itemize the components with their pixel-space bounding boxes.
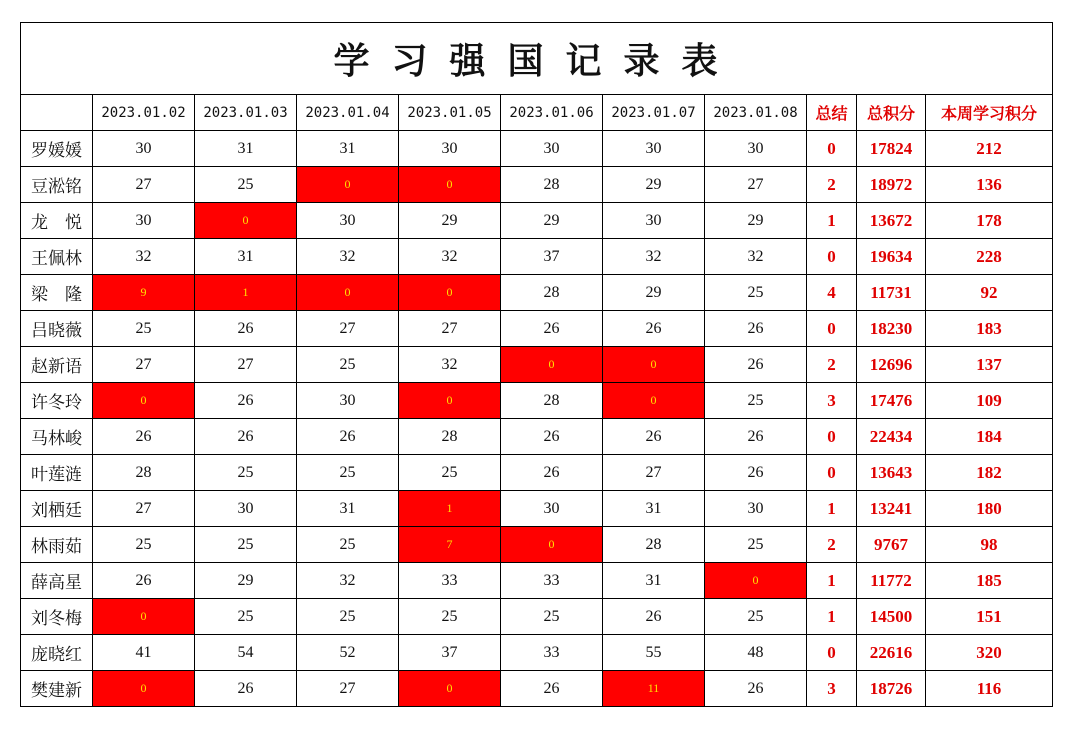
score-cell: 33 bbox=[399, 563, 501, 599]
flagged-score-cell: 0 bbox=[93, 671, 195, 707]
header-name-cell bbox=[21, 95, 93, 131]
score-cell: 27 bbox=[297, 671, 399, 707]
score-cell: 32 bbox=[399, 239, 501, 275]
score-cell: 30 bbox=[603, 131, 705, 167]
weekly-cell: 228 bbox=[926, 239, 1053, 275]
flagged-score-cell: 0 bbox=[195, 203, 297, 239]
table-row bbox=[21, 383, 1053, 419]
score-cell: 31 bbox=[195, 131, 297, 167]
flagged-score-cell: 0 bbox=[297, 275, 399, 311]
summary-cell: 0 bbox=[807, 239, 857, 275]
score-cell: 25 bbox=[501, 599, 603, 635]
header-date: 2023.01.03 bbox=[195, 95, 297, 131]
score-cell: 31 bbox=[297, 491, 399, 527]
total-cell: 11731 bbox=[857, 275, 926, 311]
name-cell: 樊建新 bbox=[21, 671, 93, 707]
table-row bbox=[21, 671, 1053, 707]
weekly-cell: 178 bbox=[926, 203, 1053, 239]
table-row bbox=[21, 527, 1053, 563]
score-cell: 27 bbox=[399, 311, 501, 347]
total-cell: 22616 bbox=[857, 635, 926, 671]
name-cell: 马林峻 bbox=[21, 419, 93, 455]
score-cell: 37 bbox=[501, 239, 603, 275]
name-cell: 林雨茹 bbox=[21, 527, 93, 563]
total-cell: 18726 bbox=[857, 671, 926, 707]
flagged-score-cell: 0 bbox=[399, 167, 501, 203]
summary-cell: 1 bbox=[807, 491, 857, 527]
total-cell: 17824 bbox=[857, 131, 926, 167]
table-row bbox=[21, 455, 1053, 491]
weekly-cell: 151 bbox=[926, 599, 1053, 635]
score-cell: 25 bbox=[297, 455, 399, 491]
summary-cell: 0 bbox=[807, 131, 857, 167]
score-cell: 26 bbox=[93, 419, 195, 455]
table-row bbox=[21, 635, 1053, 671]
score-cell: 26 bbox=[501, 671, 603, 707]
table-row bbox=[21, 203, 1053, 239]
header-date: 2023.01.04 bbox=[297, 95, 399, 131]
name-cell: 王佩林 bbox=[21, 239, 93, 275]
total-cell: 18230 bbox=[857, 311, 926, 347]
score-cell: 32 bbox=[705, 239, 807, 275]
flagged-score-cell: 0 bbox=[603, 347, 705, 383]
score-cell: 30 bbox=[195, 491, 297, 527]
score-cell: 26 bbox=[297, 419, 399, 455]
summary-cell: 2 bbox=[807, 527, 857, 563]
total-cell: 19634 bbox=[857, 239, 926, 275]
score-cell: 27 bbox=[93, 167, 195, 203]
score-cell: 27 bbox=[705, 167, 807, 203]
total-cell: 11772 bbox=[857, 563, 926, 599]
score-cell: 26 bbox=[501, 455, 603, 491]
table-row bbox=[21, 131, 1053, 167]
score-cell: 25 bbox=[195, 167, 297, 203]
weekly-cell: 116 bbox=[926, 671, 1053, 707]
score-cell: 32 bbox=[93, 239, 195, 275]
weekly-cell: 136 bbox=[926, 167, 1053, 203]
score-cell: 30 bbox=[93, 131, 195, 167]
flagged-score-cell: 0 bbox=[705, 563, 807, 599]
total-cell: 22434 bbox=[857, 419, 926, 455]
score-cell: 32 bbox=[297, 239, 399, 275]
score-cell: 26 bbox=[195, 383, 297, 419]
score-cell: 26 bbox=[603, 599, 705, 635]
flagged-score-cell: 0 bbox=[501, 527, 603, 563]
score-cell: 31 bbox=[603, 563, 705, 599]
total-cell: 13672 bbox=[857, 203, 926, 239]
score-cell: 31 bbox=[297, 131, 399, 167]
weekly-cell: 182 bbox=[926, 455, 1053, 491]
score-cell: 25 bbox=[195, 527, 297, 563]
score-cell: 26 bbox=[705, 671, 807, 707]
score-cell: 29 bbox=[603, 167, 705, 203]
flagged-score-cell: 0 bbox=[399, 671, 501, 707]
score-cell: 26 bbox=[705, 347, 807, 383]
score-cell: 25 bbox=[705, 527, 807, 563]
score-cell: 30 bbox=[603, 203, 705, 239]
summary-cell: 3 bbox=[807, 383, 857, 419]
summary-cell: 2 bbox=[807, 347, 857, 383]
score-cell: 52 bbox=[297, 635, 399, 671]
score-cell: 54 bbox=[195, 635, 297, 671]
score-cell: 28 bbox=[603, 527, 705, 563]
summary-cell: 0 bbox=[807, 455, 857, 491]
score-cell: 32 bbox=[603, 239, 705, 275]
header-date: 2023.01.05 bbox=[399, 95, 501, 131]
score-cell: 30 bbox=[399, 131, 501, 167]
score-cell: 27 bbox=[603, 455, 705, 491]
weekly-cell: 109 bbox=[926, 383, 1053, 419]
score-cell: 28 bbox=[501, 275, 603, 311]
flagged-score-cell: 7 bbox=[399, 527, 501, 563]
score-cell: 29 bbox=[399, 203, 501, 239]
score-cell: 28 bbox=[501, 383, 603, 419]
score-cell: 31 bbox=[603, 491, 705, 527]
summary-cell: 4 bbox=[807, 275, 857, 311]
score-cell: 25 bbox=[705, 383, 807, 419]
score-cell: 41 bbox=[93, 635, 195, 671]
score-cell: 30 bbox=[297, 203, 399, 239]
weekly-cell: 212 bbox=[926, 131, 1053, 167]
score-cell: 37 bbox=[399, 635, 501, 671]
weekly-cell: 137 bbox=[926, 347, 1053, 383]
name-cell: 龙 悦 bbox=[21, 203, 93, 239]
score-cell: 32 bbox=[399, 347, 501, 383]
score-cell: 30 bbox=[705, 491, 807, 527]
flagged-score-cell: 0 bbox=[93, 599, 195, 635]
header-total: 总积分 bbox=[857, 95, 926, 131]
total-cell: 12696 bbox=[857, 347, 926, 383]
score-cell: 26 bbox=[501, 311, 603, 347]
score-cell: 30 bbox=[705, 131, 807, 167]
score-cell: 25 bbox=[297, 347, 399, 383]
name-cell: 豆淞铭 bbox=[21, 167, 93, 203]
table-row bbox=[21, 275, 1053, 311]
table-row bbox=[21, 563, 1053, 599]
weekly-cell: 180 bbox=[926, 491, 1053, 527]
summary-cell: 1 bbox=[807, 563, 857, 599]
name-cell: 吕晓薇 bbox=[21, 311, 93, 347]
name-cell: 罗媛媛 bbox=[21, 131, 93, 167]
score-cell: 25 bbox=[195, 455, 297, 491]
flagged-score-cell: 0 bbox=[501, 347, 603, 383]
summary-cell: 0 bbox=[807, 635, 857, 671]
score-cell: 26 bbox=[195, 311, 297, 347]
score-cell: 27 bbox=[195, 347, 297, 383]
table-row bbox=[21, 419, 1053, 455]
score-cell: 28 bbox=[501, 167, 603, 203]
score-cell: 28 bbox=[399, 419, 501, 455]
score-cell: 30 bbox=[501, 491, 603, 527]
score-cell: 25 bbox=[297, 527, 399, 563]
flagged-score-cell: 0 bbox=[93, 383, 195, 419]
flagged-score-cell: 0 bbox=[399, 383, 501, 419]
score-cell: 25 bbox=[705, 275, 807, 311]
score-cell: 26 bbox=[195, 671, 297, 707]
weekly-cell: 92 bbox=[926, 275, 1053, 311]
flagged-score-cell: 0 bbox=[399, 275, 501, 311]
weekly-cell: 184 bbox=[926, 419, 1053, 455]
score-cell: 27 bbox=[93, 491, 195, 527]
score-cell: 29 bbox=[195, 563, 297, 599]
score-cell: 25 bbox=[399, 599, 501, 635]
score-cell: 30 bbox=[501, 131, 603, 167]
table-row bbox=[21, 167, 1053, 203]
score-cell: 27 bbox=[93, 347, 195, 383]
score-cell: 29 bbox=[501, 203, 603, 239]
summary-cell: 1 bbox=[807, 203, 857, 239]
flagged-score-cell: 9 bbox=[93, 275, 195, 311]
header-date: 2023.01.06 bbox=[501, 95, 603, 131]
table-row bbox=[21, 491, 1053, 527]
table-title: 学习强国记录表 bbox=[21, 23, 1053, 95]
score-cell: 25 bbox=[195, 599, 297, 635]
record-table bbox=[20, 22, 1053, 707]
name-cell: 叶莲涟 bbox=[21, 455, 93, 491]
score-cell: 26 bbox=[93, 563, 195, 599]
total-cell: 14500 bbox=[857, 599, 926, 635]
score-cell: 32 bbox=[297, 563, 399, 599]
header-date: 2023.01.02 bbox=[93, 95, 195, 131]
score-cell: 29 bbox=[603, 275, 705, 311]
header-summary: 总结 bbox=[807, 95, 857, 131]
score-cell: 26 bbox=[603, 311, 705, 347]
name-cell: 刘冬梅 bbox=[21, 599, 93, 635]
flagged-score-cell: 1 bbox=[399, 491, 501, 527]
table-row bbox=[21, 347, 1053, 383]
score-cell: 33 bbox=[501, 635, 603, 671]
name-cell: 梁 隆 bbox=[21, 275, 93, 311]
score-cell: 31 bbox=[195, 239, 297, 275]
score-cell: 30 bbox=[93, 203, 195, 239]
total-cell: 18972 bbox=[857, 167, 926, 203]
flagged-score-cell: 1 bbox=[195, 275, 297, 311]
header-weekly: 本周学习积分 bbox=[926, 95, 1053, 131]
table-row bbox=[21, 599, 1053, 635]
summary-cell: 0 bbox=[807, 311, 857, 347]
name-cell: 薛高星 bbox=[21, 563, 93, 599]
flagged-score-cell: 0 bbox=[297, 167, 399, 203]
score-cell: 26 bbox=[501, 419, 603, 455]
score-cell: 25 bbox=[93, 311, 195, 347]
score-cell: 25 bbox=[297, 599, 399, 635]
score-cell: 55 bbox=[603, 635, 705, 671]
score-cell: 26 bbox=[705, 419, 807, 455]
name-cell: 刘栖廷 bbox=[21, 491, 93, 527]
total-cell: 9767 bbox=[857, 527, 926, 563]
score-cell: 25 bbox=[399, 455, 501, 491]
name-cell: 庞晓红 bbox=[21, 635, 93, 671]
score-cell: 27 bbox=[297, 311, 399, 347]
summary-cell: 3 bbox=[807, 671, 857, 707]
summary-cell: 0 bbox=[807, 419, 857, 455]
header-row bbox=[21, 95, 1053, 131]
score-cell: 30 bbox=[297, 383, 399, 419]
name-cell: 赵新语 bbox=[21, 347, 93, 383]
score-cell: 33 bbox=[501, 563, 603, 599]
score-cell: 48 bbox=[705, 635, 807, 671]
weekly-cell: 98 bbox=[926, 527, 1053, 563]
summary-cell: 2 bbox=[807, 167, 857, 203]
score-cell: 25 bbox=[93, 527, 195, 563]
weekly-cell: 183 bbox=[926, 311, 1053, 347]
score-cell: 28 bbox=[93, 455, 195, 491]
score-cell: 25 bbox=[705, 599, 807, 635]
score-cell: 26 bbox=[603, 419, 705, 455]
weekly-cell: 185 bbox=[926, 563, 1053, 599]
flagged-score-cell: 11 bbox=[603, 671, 705, 707]
score-cell: 26 bbox=[195, 419, 297, 455]
summary-cell: 1 bbox=[807, 599, 857, 635]
weekly-cell: 320 bbox=[926, 635, 1053, 671]
header-date: 2023.01.08 bbox=[705, 95, 807, 131]
table-row bbox=[21, 311, 1053, 347]
flagged-score-cell: 0 bbox=[603, 383, 705, 419]
name-cell: 许冬玲 bbox=[21, 383, 93, 419]
score-cell: 26 bbox=[705, 455, 807, 491]
total-cell: 13643 bbox=[857, 455, 926, 491]
score-cell: 29 bbox=[705, 203, 807, 239]
header-date: 2023.01.07 bbox=[603, 95, 705, 131]
score-cell: 26 bbox=[705, 311, 807, 347]
total-cell: 13241 bbox=[857, 491, 926, 527]
table-row bbox=[21, 239, 1053, 275]
total-cell: 17476 bbox=[857, 383, 926, 419]
